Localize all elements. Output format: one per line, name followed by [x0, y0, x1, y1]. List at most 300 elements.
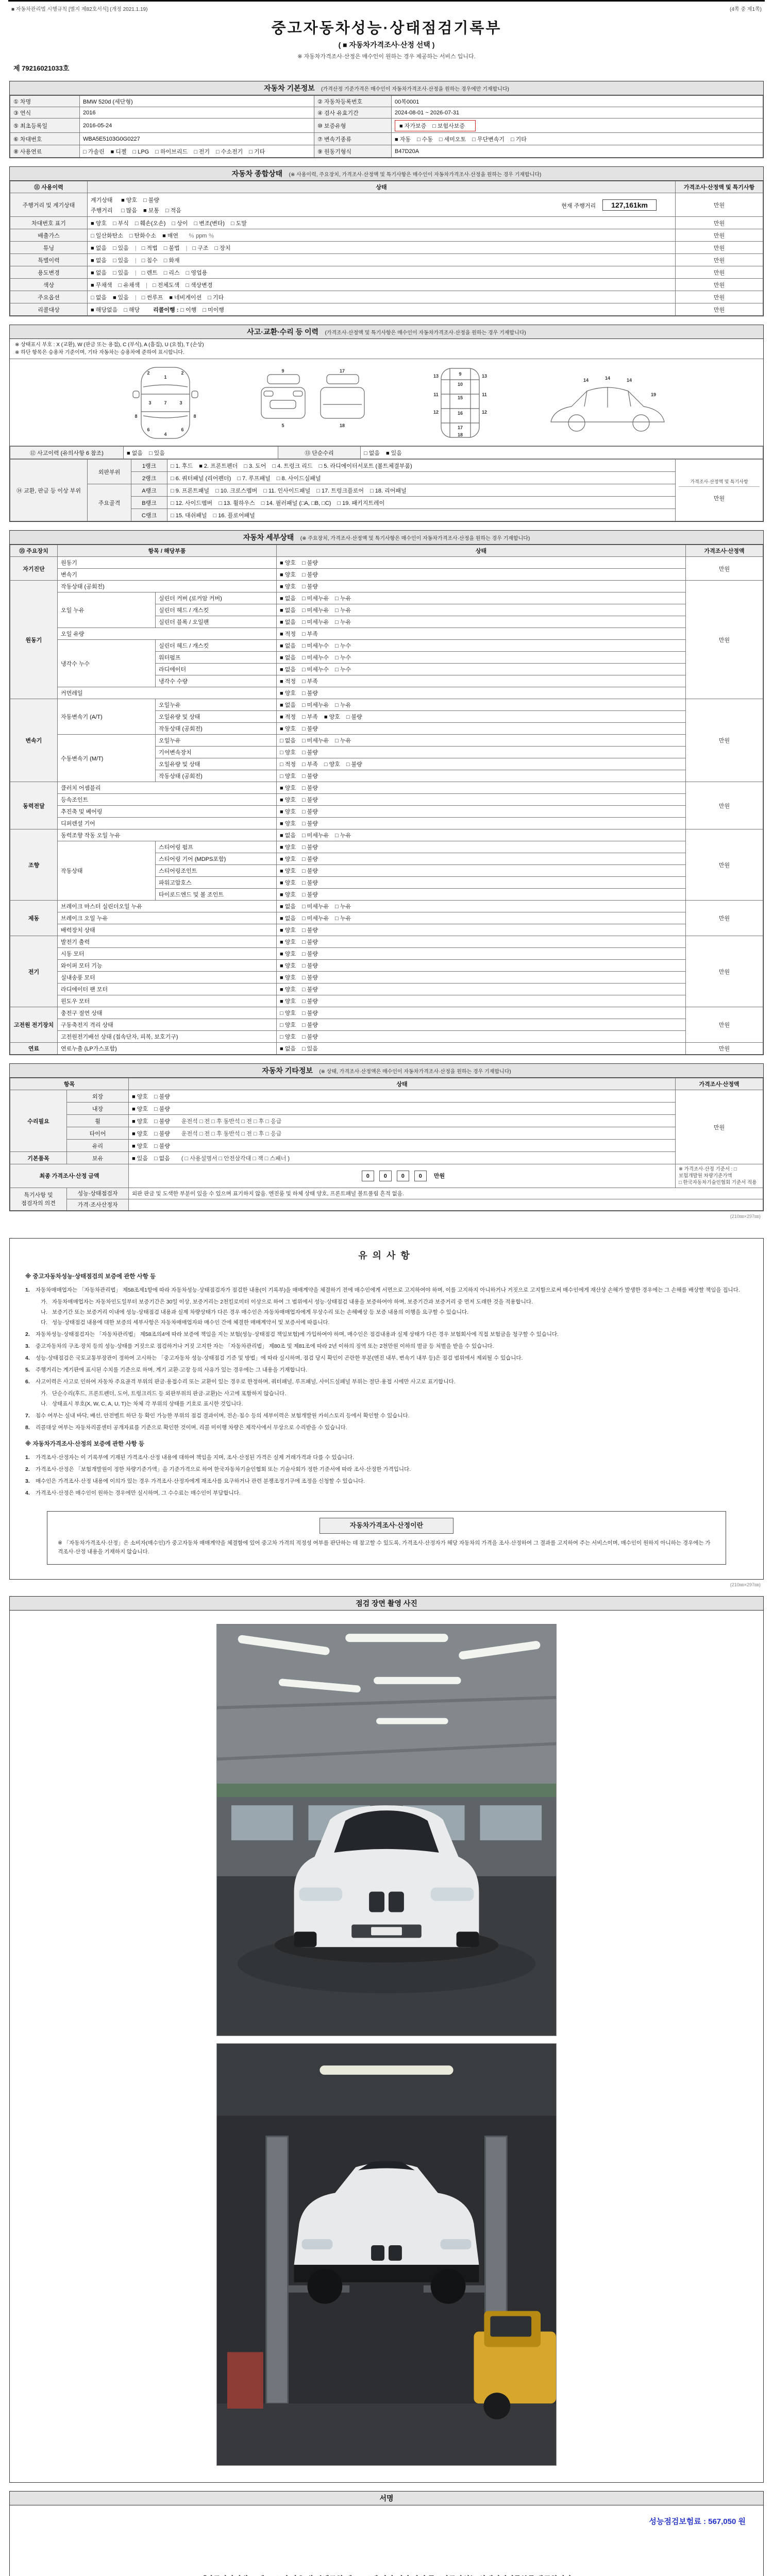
checkbox-unchecked[interactable]: □ 누수 — [335, 655, 351, 661]
checkbox-unchecked[interactable]: □ 썬루프 — [141, 294, 163, 301]
simple-repair-options — [361, 447, 763, 459]
final-price-value: 0 0 0 0 만원 — [129, 1164, 676, 1188]
checkbox-checked[interactable]: ■ 양호 — [280, 975, 296, 981]
detail-row — [10, 829, 763, 841]
checkbox-unchecked[interactable]: □ 있음 — [112, 269, 129, 276]
state-options — [88, 254, 676, 266]
checkbox-unchecked[interactable]: □ 9. 프론트패널 — [171, 487, 210, 494]
checkbox-unchecked[interactable]: □ 16. 플로어패널 — [213, 512, 255, 519]
checkbox-unchecked[interactable]: □ 불량 — [301, 856, 318, 862]
checkbox-unchecked[interactable]: □ 불량 — [301, 1010, 318, 1016]
price-survey-option[interactable]: ( ■ 자동차가격조사·산정 선택 ) — [338, 41, 435, 49]
checkbox-unchecked[interactable]: □ 누유 — [335, 833, 351, 839]
section-note: (가격산정 기준가격은 매수인이 자동차가격조사·산정을 원하는 경우에만 기재합니다) — [321, 87, 509, 92]
checkbox-checked[interactable]: ■ 양호 — [280, 892, 296, 898]
checkbox-unchecked[interactable]: □ 불량 — [301, 809, 318, 815]
item-label: 연료누출 (LP가스포함) — [58, 1043, 277, 1055]
row-label: 주요옵션 — [10, 291, 88, 303]
checkbox-checked[interactable]: ■ 양호 — [280, 963, 296, 969]
checkbox-checked[interactable]: ■ 없음 — [280, 702, 296, 708]
part-label: 실린더 헤드 / 개스킷 — [156, 604, 277, 616]
checkbox-unchecked[interactable]: □ 상이 — [172, 220, 188, 227]
detail-row — [10, 841, 763, 853]
overall-row — [10, 266, 763, 279]
checkbox-checked[interactable]: ■ 양호 — [91, 220, 107, 227]
checkbox-unchecked[interactable]: □ 4. 트렁크 리드 — [272, 463, 313, 469]
checkbox-unchecked[interactable]: □ 불량 — [301, 726, 318, 732]
checkbox-unchecked[interactable]: □ 없음 — [154, 1155, 170, 1162]
checkbox-unchecked[interactable]: □ 없음 — [91, 294, 107, 301]
diagram-number: 17 — [457, 425, 463, 430]
checkbox-unchecked[interactable]: □ 수소전기 — [216, 148, 243, 155]
checkbox-unchecked[interactable]: □ 장치 — [214, 245, 231, 251]
checkbox-unchecked[interactable]: □ 부식 — [112, 220, 129, 227]
checkbox-unchecked[interactable]: □ 미세누유 — [301, 904, 329, 910]
state-options — [277, 758, 686, 770]
section-title: 자동차 세부상태 — [243, 533, 294, 541]
diagram-number: 9 — [459, 371, 462, 377]
checkbox-checked[interactable]: ■ 양호 — [132, 1106, 148, 1112]
rankC-options — [167, 509, 676, 521]
checkbox-checked[interactable]: ■ 양호 — [132, 1093, 148, 1100]
checkbox-unchecked[interactable]: □ 하이브리드 — [155, 148, 188, 155]
checkbox-checked[interactable]: ■ 양호 — [280, 797, 296, 803]
state-options — [277, 818, 686, 829]
checkbox-unchecked[interactable]: □ 6. 쿼터패널 (리어펜더) — [171, 475, 231, 482]
checkbox-unchecked[interactable]: □ 많음 — [121, 207, 138, 214]
checkbox-checked[interactable]: ■ 양호 — [280, 785, 296, 791]
checkbox-unchecked[interactable]: □ 미세누수 — [301, 643, 329, 649]
checkbox-checked[interactable]: ■ 양호 — [280, 572, 296, 578]
state-options — [277, 972, 686, 984]
item-label: 보유 — [67, 1152, 129, 1164]
checkbox-unchecked[interactable]: □ 불량 — [301, 1034, 318, 1040]
checkbox-unchecked[interactable]: □ 불량 — [301, 584, 318, 590]
checkbox-unchecked[interactable]: □ 적법 — [141, 245, 158, 251]
item-label: 외장 — [67, 1090, 129, 1103]
checkbox-unchecked[interactable]: □ 불량 — [301, 987, 318, 993]
checkbox-unchecked[interactable]: □ 누유 — [335, 607, 351, 614]
checkbox-unchecked[interactable]: □ 불량 — [301, 939, 318, 945]
checkbox-unchecked[interactable]: □ 불량 — [301, 773, 318, 779]
checkbox-unchecked[interactable]: □ 누수 — [335, 643, 351, 649]
checkbox-unchecked[interactable]: □ 11. 인사이드패널 — [263, 487, 311, 494]
price-survey-definition — [47, 1511, 726, 1565]
checkbox-unchecked[interactable]: □ 5. 라디에이터서포트 (볼트체결부품) — [318, 463, 412, 469]
notice-item: 4. 성능·상태점검은 국토교통부장관이 정하여 고시하는 「중고자동차 성능·상태점검 기준 및 방법」에 따라 실시하며, 점검 당시 확인이 곤란한 부분(엔진 내부, 변속기 내부 등)은 점검 범위에서 제외될 수 있습니다. — [25, 1354, 523, 1361]
price-cell: 만원 — [676, 254, 763, 266]
item-label: 내장 — [67, 1103, 129, 1115]
item-label: 냉각수 누수 — [58, 640, 156, 687]
checkbox-unchecked[interactable]: □ 불량 — [154, 1143, 170, 1149]
rankB-options — [167, 497, 676, 509]
checkbox-checked[interactable]: ■ 양호 — [121, 197, 138, 204]
field-label: ③ 연식 — [10, 107, 80, 118]
checkbox-checked[interactable]: ■ 양호 — [280, 726, 296, 732]
checkbox-checked[interactable]: ■ 없음 — [280, 1046, 296, 1052]
checkbox-checked[interactable]: ■ 해당없음 — [91, 307, 118, 313]
checkbox-checked[interactable]: ■ 양호 — [280, 856, 296, 862]
checkbox-unchecked[interactable]: □ 불량 — [301, 868, 318, 874]
checkbox-unchecked[interactable]: □ 양호 — [280, 1010, 296, 1016]
checkbox-checked[interactable]: ■ 적정 — [280, 679, 296, 685]
checkbox-unchecked[interactable]: □ 양호 — [280, 1022, 296, 1028]
main-frame-label: 주요골격 — [88, 484, 131, 521]
field-value-valid-period: 2024-08-01 ~ 2026-07-31 — [392, 107, 763, 118]
checkbox-unchecked[interactable]: □ 누유 — [335, 619, 351, 625]
checkbox-unchecked[interactable]: □ 영업용 — [186, 269, 208, 276]
checkbox-unchecked[interactable]: □ 불량 — [301, 975, 318, 981]
checkbox-checked[interactable]: ■ 네비게이션 — [169, 294, 202, 301]
checkbox-unchecked[interactable]: □ 부족 — [301, 631, 318, 637]
notice-item: 3. 매수인은 가격조사·산정 내용에 이의가 있는 경우 가격조사·산정자에게 재조사를 요구하거나 관련 분쟁조정기구에 조정을 신청할 수 있습니다. — [25, 1478, 365, 1485]
checkbox-unchecked[interactable]: □ 불량 — [301, 892, 318, 898]
checkbox-unchecked[interactable]: □ 미세누유 — [301, 833, 329, 839]
checkbox-unchecked[interactable]: □ 기타 — [510, 136, 527, 143]
checkbox-checked[interactable]: ■ 양호 — [280, 998, 296, 1005]
checkbox-unchecked[interactable]: □ 일산화탄소 — [91, 232, 123, 239]
section-other-info — [9, 1063, 764, 1211]
checkbox-checked[interactable]: ■ 없음 — [280, 904, 296, 910]
checkbox-checked[interactable]: ■ 없음 — [280, 667, 296, 673]
checkbox-unchecked[interactable]: □ 누유 — [335, 916, 351, 922]
fuel-options — [80, 145, 314, 158]
checkbox-checked[interactable]: ■ 자동 — [395, 136, 411, 143]
checkbox-unchecked[interactable]: □ 무단변속기 — [472, 136, 505, 143]
checkbox-unchecked[interactable]: □ 미세누유 — [301, 916, 329, 922]
checkbox-checked[interactable]: ■ 양호 — [280, 844, 296, 851]
state-options — [277, 841, 686, 853]
rank-label: 2랭크 — [131, 472, 167, 484]
checkbox-checked[interactable]: ■ 보통 — [143, 207, 159, 214]
checkbox-unchecked[interactable]: □ 해당 — [124, 307, 140, 313]
part-label: 실린더 헤드 / 개스킷 — [156, 640, 277, 652]
checkbox-unchecked[interactable]: □ 미세누수 — [301, 667, 329, 673]
checkbox-checked[interactable]: ■ 양호 — [280, 690, 296, 697]
page-indicator: (4쪽 중 제1쪽) — [730, 7, 762, 12]
checkbox-unchecked[interactable]: □ 불법 — [163, 245, 180, 251]
section-title: 자동차 종합상태 — [231, 170, 283, 178]
checkbox-checked[interactable]: ■ 매연 — [162, 232, 179, 239]
checkbox-unchecked[interactable]: □ 가솔린 — [83, 148, 105, 155]
checkbox-checked[interactable]: ■ 양호 — [280, 821, 296, 827]
price-cell: 만원 — [686, 581, 763, 699]
detail-row — [10, 557, 763, 569]
state-options — [277, 877, 686, 889]
signature-body — [10, 2505, 763, 2576]
checkbox-unchecked[interactable]: □ 있음 — [301, 1046, 318, 1052]
overall-row — [10, 254, 763, 266]
group-divider: | — [135, 269, 137, 276]
diagram-side-skeleton — [543, 364, 672, 442]
price-cell: 만원 — [676, 217, 763, 229]
checkbox-unchecked[interactable]: □ 전체도색 — [153, 282, 180, 289]
state-options — [277, 711, 686, 723]
checkbox-unchecked[interactable]: □ 불량 — [154, 1118, 170, 1125]
checkbox-unchecked[interactable]: □ 화재 — [163, 257, 180, 264]
checkbox-checked[interactable]: ■ 무채색 — [91, 282, 112, 289]
item-label: 와이퍼 모터 기능 — [58, 960, 277, 972]
detail-row — [10, 972, 763, 984]
detail-row — [10, 912, 763, 924]
checkbox-unchecked[interactable]: □ 불량 — [301, 797, 318, 803]
checkbox-unchecked[interactable]: □ 침수 — [141, 257, 158, 264]
checkbox-unchecked[interactable]: □ 이행 — [180, 307, 197, 313]
checkbox-unchecked[interactable]: □ 누유 — [335, 738, 351, 744]
checkbox-unchecked[interactable]: □ 부족 — [301, 679, 318, 685]
checkbox-unchecked[interactable]: □ 있음 — [112, 257, 129, 264]
checkbox-unchecked[interactable]: □ 불량 — [301, 1022, 318, 1028]
diagram-number: 12 — [481, 410, 488, 415]
checkbox-unchecked[interactable]: □ 미세누유 — [301, 738, 329, 744]
checkbox-unchecked[interactable]: □ 누유 — [335, 702, 351, 708]
checkbox-checked[interactable]: ■ 없음 — [280, 833, 296, 839]
checkbox-unchecked[interactable]: □ 부족 — [301, 714, 318, 720]
checkbox-unchecked[interactable]: □ 불량 — [301, 821, 318, 827]
checkbox-unchecked[interactable]: □ 부족 — [301, 761, 318, 768]
basic-items-row — [10, 1152, 763, 1164]
state-options — [277, 628, 686, 640]
checkbox-unchecked[interactable]: □ 1. 후드 — [171, 463, 193, 469]
checkbox-checked[interactable]: ■ 없음 — [280, 643, 296, 649]
notice-item: 2. 가격조사·산정은 「보험개발원이 정한 차량기준가액」을 기준가격으로 하여 한국자동차기술인협회 또는 기술사회가 정한 기준서에 따라 조사·산정한 가격입니다. — [25, 1466, 411, 1473]
checkbox-unchecked[interactable]: □ 변조(변타) — [194, 220, 225, 227]
column-header: 상태 — [129, 1078, 676, 1090]
part-label: 기어변속장치 — [156, 747, 277, 758]
part-label: 냉각수 수량 — [156, 675, 277, 687]
checkbox-unchecked[interactable]: □ 불량 — [301, 880, 318, 886]
state-options — [277, 735, 686, 747]
checkbox-unchecked[interactable]: □ 적정 — [280, 761, 296, 768]
checkbox-checked[interactable]: ■ 없음 — [280, 619, 296, 625]
dist-label: 주행거리 — [91, 207, 113, 214]
row-label: ⑬ 단순수리 — [278, 447, 361, 459]
checkbox-unchecked[interactable]: □ 양호 — [324, 761, 340, 768]
overall-row — [10, 291, 763, 303]
checkbox-unchecked[interactable]: □ 미세누수 — [301, 655, 329, 661]
checkbox-checked[interactable]: ■ 없음 — [91, 257, 107, 264]
diagram-number: 3 — [148, 400, 152, 405]
checkbox-unchecked[interactable]: □ 전기 — [194, 148, 210, 155]
section-title: 점검 장면 촬영 사진 — [356, 1599, 417, 1608]
checkbox-checked[interactable]: ■ 양호 — [280, 987, 296, 993]
diagram-underbody-frame — [396, 364, 525, 442]
price-cell: 만원 — [676, 193, 763, 217]
checkbox-unchecked[interactable]: □ LPG — [132, 148, 149, 155]
checkbox-checked[interactable]: ■ 적정 — [280, 714, 296, 720]
checkbox-unchecked[interactable]: □ 8. 사이드실패널 — [276, 475, 321, 482]
checkbox-unchecked[interactable]: □ 미세누유 — [301, 607, 329, 614]
group-divider: | — [135, 294, 137, 301]
section-title: 자동차 기본정보 — [264, 84, 315, 92]
checkbox-unchecked[interactable]: □ 불량 — [346, 714, 362, 720]
checkbox-unchecked[interactable]: □ 탄화수소 — [129, 232, 157, 239]
checkbox-checked[interactable]: ■ 양호 — [280, 939, 296, 945]
diagram-number: 12 — [433, 410, 439, 415]
checkbox-checked[interactable]: ■ 양호 — [280, 880, 296, 886]
checkbox-unchecked[interactable]: □ 양호 — [280, 1034, 296, 1040]
price-cell: 만원 — [676, 242, 763, 254]
section-overall-state — [9, 166, 764, 316]
checkbox-checked[interactable]: ■ 없음 — [280, 655, 296, 661]
checkbox-unchecked[interactable]: □ 유채색 — [118, 282, 140, 289]
state-options — [277, 569, 686, 581]
other-info-row — [10, 1127, 763, 1140]
checkbox-unchecked[interactable]: □ 불량 — [301, 998, 318, 1005]
field-value-year: 2016 — [80, 107, 314, 118]
field-label: ⑦ 변속기종류 — [314, 133, 392, 145]
checkbox-unchecked[interactable]: □ 불량 — [301, 560, 318, 566]
checkbox-unchecked[interactable]: □ 불량 — [301, 690, 318, 697]
checkbox-unchecked[interactable]: □ 10. 크로스멤버 — [215, 487, 258, 494]
checkbox-unchecked[interactable]: □ 양호 — [280, 750, 296, 756]
column-header: 가격조사·산정액 — [676, 1078, 763, 1090]
checkbox-checked[interactable]: ■ 있음 — [132, 1155, 148, 1162]
state-options — [277, 652, 686, 664]
current-mileage-value: 127,161km — [602, 199, 657, 211]
notice-heading: ※ 중고자동차성능·상태점검의 보증에 관한 사항 등 — [25, 1273, 156, 1280]
checkbox-unchecked[interactable]: □ 불량 — [346, 761, 362, 768]
checkbox-unchecked[interactable]: □ 불량 — [143, 197, 159, 204]
checkbox-unchecked[interactable]: □ 17. 트렁크플로어 — [316, 487, 364, 494]
inspection-insurance-fee: 성능점검보험료 : 567,050 원 — [649, 2517, 746, 2527]
field-label: ④ 검사 유효기간 — [314, 107, 392, 118]
checkbox-unchecked[interactable]: □ 세미오토 — [439, 136, 466, 143]
checkbox-unchecked[interactable]: □ 없음 — [280, 738, 296, 744]
checkbox-unchecked[interactable]: □ 불량 — [301, 951, 318, 957]
notice-subitem: 가. 자동차매매업자는 자동차인도일부터 보증기간은 30일 이상, 보증거리는 2천킬로미터 이상으로 하여 그 범위에서 성능·상태점검 내용을 보증하여야 하며, 보증기간과 보증거리 중 먼저 도래한 것을 적용합니다. — [41, 1298, 533, 1305]
checkbox-unchecked[interactable]: □ 미세누유 — [301, 702, 329, 708]
checkbox-checked[interactable]: ■ 없음 — [280, 596, 296, 602]
title-note: ※ 자동차가격조사·산정은 매수인이 원하는 경우 제공하는 서비스 입니다. — [297, 54, 476, 60]
item-label: 구동축전지 격리 상태 — [58, 1019, 277, 1031]
checkbox-checked[interactable]: ■ 없음 — [280, 607, 296, 614]
checkbox-checked[interactable]: ■ 있음 — [112, 294, 129, 301]
checkbox-checked[interactable]: ■ 양호 — [132, 1130, 148, 1137]
part-label: 오일유량 및 상태 — [156, 711, 277, 723]
checkbox-unchecked[interactable]: □ 3. 도어 — [244, 463, 266, 469]
state-options — [277, 924, 686, 936]
checkbox-unchecked[interactable]: □ 양호 — [280, 773, 296, 779]
checkbox-unchecked[interactable]: □ 미세누유 — [301, 596, 329, 602]
checkbox-unchecked[interactable]: □ 미세누유 — [301, 619, 329, 625]
checkbox-checked[interactable]: ■ 적정 — [280, 631, 296, 637]
state-options — [88, 229, 676, 242]
checkbox-unchecked[interactable]: □ 불량 — [301, 927, 318, 934]
checkbox-unchecked[interactable]: □ 기타 — [208, 294, 224, 301]
checkbox-checked[interactable]: ■ 자가보증 — [399, 123, 427, 129]
price-cell: 만원 — [686, 829, 763, 901]
price-cell: 만원 — [676, 1090, 763, 1164]
rank-label: A랭크 — [131, 484, 167, 497]
checkbox-unchecked[interactable]: □ 불량 — [301, 785, 318, 791]
checkbox-checked[interactable]: ■ 양호 — [280, 868, 296, 874]
checkbox-unchecked[interactable]: □ 13. 휠하우스 — [219, 500, 255, 506]
detail-row — [10, 960, 763, 972]
item-label: 디퍼렌셜 기어 — [58, 818, 277, 829]
checkbox-unchecked[interactable]: □ 구조 — [192, 245, 209, 251]
checkbox-unchecked[interactable]: □ 누유 — [335, 596, 351, 602]
checkbox-unchecked[interactable]: □ 불량 — [301, 750, 318, 756]
checkbox-unchecked[interactable]: □ 있음 — [112, 245, 129, 251]
final-price-label: 최종 가격조사·산정 금액 — [10, 1164, 129, 1188]
checkbox-unchecked[interactable]: □ 색상변경 — [186, 282, 213, 289]
checkbox-unchecked[interactable]: □ 렌트 — [141, 269, 158, 276]
state-options — [277, 829, 686, 841]
detail-row — [10, 687, 763, 699]
checkbox-unchecked[interactable]: □ 미이행 — [203, 307, 224, 313]
detail-row — [10, 581, 763, 592]
detail-row — [10, 735, 763, 747]
state-options — [277, 853, 686, 865]
checkbox-checked[interactable]: ■ 양호 — [280, 560, 296, 566]
legal-statement — [10, 2574, 763, 2576]
diagram-number: 15 — [457, 395, 463, 400]
item-label: 고전원전기배선 상태 (접속단자, 피복, 보호기구) — [58, 1031, 277, 1043]
checkbox-checked[interactable]: ■ 없음 — [280, 916, 296, 922]
price-cell: 만원 — [686, 901, 763, 936]
checkbox-unchecked[interactable]: □ 18. 리어패널 — [370, 487, 407, 494]
checkbox-unchecked[interactable]: □ 수동 — [416, 136, 433, 143]
checkbox-checked[interactable]: ■ 양호 — [132, 1118, 148, 1125]
checkbox-unchecked[interactable]: □ 도말 — [230, 220, 247, 227]
checkbox-unchecked[interactable]: □ 적음 — [165, 207, 181, 214]
checkbox-checked[interactable]: ■ 양호 — [280, 584, 296, 590]
checkbox-unchecked[interactable]: □ 누수 — [335, 667, 351, 673]
detail-row — [10, 640, 763, 652]
checkbox-checked[interactable]: ■ 양호 — [280, 809, 296, 815]
checkbox-unchecked[interactable]: □ 12. 사이드멤버 — [171, 500, 213, 506]
checkbox-checked[interactable]: ■ 디젤 — [110, 148, 127, 155]
checkbox-unchecked[interactable]: □ 불량 — [301, 844, 318, 851]
price-cell: 만원 — [686, 1043, 763, 1055]
checkbox-unchecked[interactable]: □ 19. 패키지트레이 — [337, 500, 385, 506]
diagram-number: 10 — [457, 382, 463, 387]
checkbox-unchecked[interactable]: □ 불량 — [154, 1093, 170, 1100]
checkbox-checked[interactable]: ■ 없음 — [91, 245, 107, 251]
checkbox-unchecked[interactable]: □ 기타 — [249, 148, 265, 155]
checkbox-unchecked[interactable]: □ 7. 루프패널 — [237, 475, 271, 482]
checkbox-unchecked[interactable]: □ 누유 — [335, 904, 351, 910]
checkbox-checked[interactable]: ■ 있음 — [385, 450, 402, 456]
checkbox-unchecked[interactable]: □ 불량 — [154, 1106, 170, 1112]
device-label: 동력전달 — [10, 782, 58, 829]
checkbox-checked[interactable]: ■ 없음 — [127, 450, 143, 456]
appraiser-label: 가격·조사산정자 — [67, 1199, 129, 1210]
checkbox-unchecked[interactable]: □ 없음 — [364, 450, 380, 456]
item-label: 오일 누유 — [58, 592, 156, 628]
basic-info-table — [10, 95, 763, 158]
checkbox-unchecked[interactable]: □ 불량 — [301, 572, 318, 578]
checkbox-unchecked[interactable]: □ 불량 — [301, 963, 318, 969]
checkbox-checked[interactable]: ■ 양호 — [324, 714, 340, 720]
checkbox-unchecked[interactable]: □ 보험사보증 — [432, 123, 465, 129]
checkbox-unchecked[interactable]: □ 14. 필러패널 (□A, □B, □C) — [261, 500, 331, 506]
checkbox-checked[interactable]: ■ 2. 프론트펜더 — [199, 463, 238, 469]
checkbox-checked[interactable]: ■ 없음 — [91, 269, 107, 276]
item-label: 유리 — [67, 1140, 129, 1152]
checkbox-unchecked[interactable]: □ 리스 — [163, 269, 180, 276]
checkbox-checked[interactable]: ■ 양호 — [280, 951, 296, 957]
checkbox-checked[interactable]: ■ 양호 — [280, 927, 296, 934]
checkbox-unchecked[interactable]: □ 훼손(오손) — [135, 220, 166, 227]
price-cell: 만원 — [676, 266, 763, 279]
checkbox-unchecked[interactable]: □ 있음 — [148, 450, 165, 456]
state-options — [277, 865, 686, 877]
checkbox-checked[interactable]: ■ 양호 — [132, 1143, 148, 1149]
checkbox-unchecked[interactable]: □ 불량 — [154, 1130, 170, 1137]
checkbox-unchecked[interactable]: □ 15. 대쉬패널 — [171, 512, 207, 519]
